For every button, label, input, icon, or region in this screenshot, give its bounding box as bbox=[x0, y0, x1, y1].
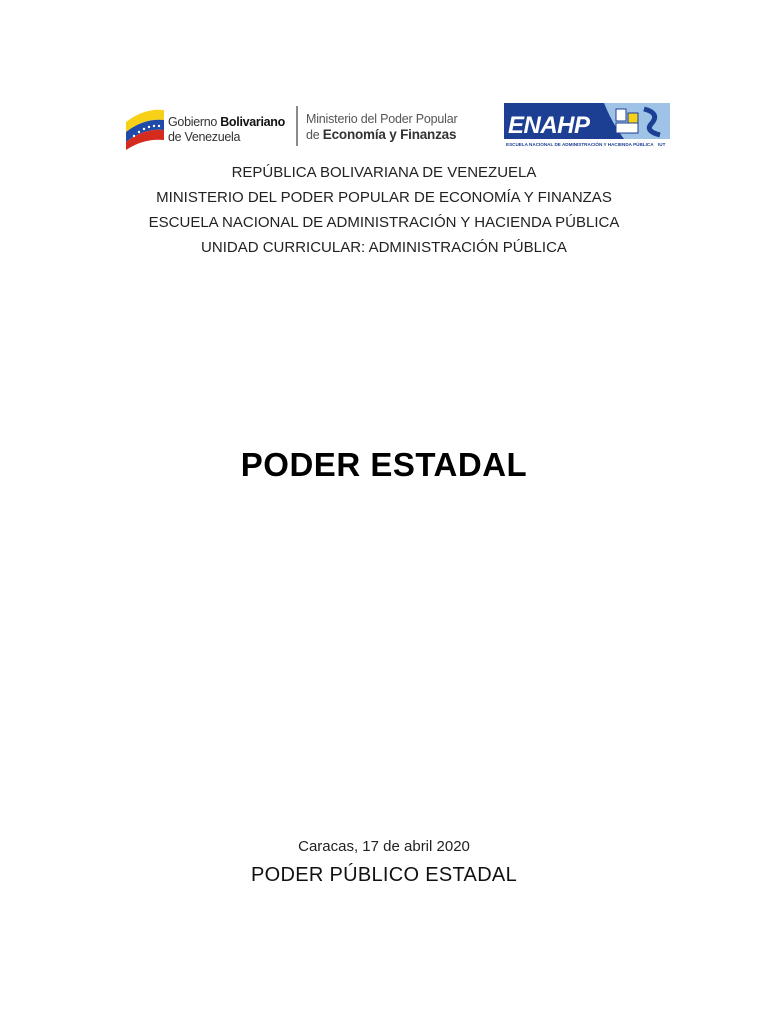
gov-logo-line1-regular: Gobierno bbox=[168, 115, 221, 129]
ministry-logo-line2-prefix: de bbox=[306, 128, 323, 142]
institution-line-unidad-curricular: UNIDAD CURRICULAR: ADMINISTRACIÓN PÚBLICA bbox=[201, 239, 567, 256]
institution-line-escuela: ESCUELA NACIONAL DE ADMINISTRACIÓN Y HACIENDA PÚBLICA bbox=[148, 214, 620, 231]
enahp-tag: IUT bbox=[658, 142, 666, 147]
gov-logo-line2: de Venezuela bbox=[168, 130, 241, 144]
enahp-caption: ESCUELA NACIONAL DE ADMINISTRACIÓN Y HACIENDA PÚBLICA bbox=[506, 142, 654, 147]
header-logos bbox=[124, 100, 672, 152]
enahp-logo bbox=[504, 103, 670, 147]
enahp-wordmark: ENAHP bbox=[508, 112, 590, 139]
institution-lines bbox=[0, 160, 768, 260]
document-subtitle: PODER PÚBLICO ESTADAL bbox=[251, 864, 517, 886]
ministry-logo-line1: Ministerio del Poder Popular bbox=[306, 112, 458, 126]
institution-line-republica: REPÚBLICA BOLIVARIANA DE VENEZUELA bbox=[231, 164, 537, 181]
document-title: PODER ESTADAL bbox=[240, 446, 528, 483]
venezuela-flag-icon bbox=[124, 104, 166, 150]
gobierno-bolivariano-logo bbox=[124, 104, 294, 150]
ministry-logo-line2-bold: Economía y Finanzas bbox=[322, 127, 457, 142]
place-date: Caracas, 17 de abril 2020 bbox=[298, 838, 470, 855]
gov-logo-line1-bold: Bolivariano bbox=[220, 115, 285, 129]
logo-divider bbox=[296, 106, 298, 146]
ministry-logo bbox=[306, 112, 457, 143]
institution-line-ministerio: MINISTERIO DEL PODER POPULAR DE ECONOMÍA Y FINANZAS bbox=[156, 189, 612, 206]
enahp-emblem-icon bbox=[504, 103, 670, 147]
